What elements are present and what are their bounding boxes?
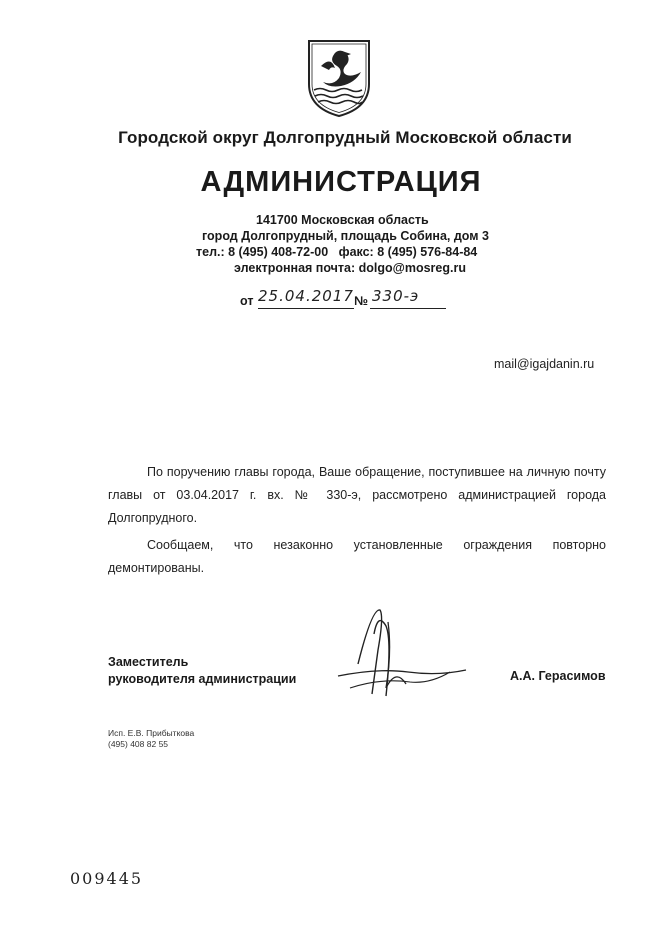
executor-name: Исп. Е.В. Прибыткова bbox=[108, 728, 195, 738]
recipient-email: mail@igajdanin.ru bbox=[494, 357, 595, 371]
date-underline bbox=[258, 308, 354, 309]
document-serial-number: 009445 bbox=[70, 869, 144, 888]
handwritten-signature bbox=[330, 604, 470, 704]
date-prefix: от bbox=[240, 294, 254, 308]
swan-coat-of-arms-icon bbox=[305, 38, 373, 118]
number-prefix: № bbox=[354, 294, 368, 308]
outgoing-date-number bbox=[240, 288, 500, 312]
signer-name: А.А. Герасимов bbox=[510, 669, 606, 683]
handwritten-number: 330-э bbox=[372, 287, 420, 305]
email-address: электронная почта: dolgo@mosreg.ru bbox=[234, 261, 466, 275]
letterhead-address bbox=[196, 212, 496, 276]
signer-title-line-2: руководителя администрации bbox=[108, 672, 297, 686]
phone-fax-line bbox=[196, 244, 496, 260]
body-paragraph-2: Сообщаем, что незаконно установленные ограждения повторно демонтированы. bbox=[108, 538, 606, 575]
executor-phone: (495) 408 82 55 bbox=[108, 739, 169, 749]
signer-title-line-1: Заместитель bbox=[108, 655, 189, 669]
letter-body bbox=[108, 461, 606, 580]
phone-number: тел.: 8 (495) 408-72-00 bbox=[196, 245, 329, 259]
signer-title bbox=[108, 654, 296, 688]
handwritten-date: 25.04.2017 bbox=[258, 287, 354, 305]
address-line-2: город Долгопрудный, площадь Собина, дом 3 bbox=[202, 229, 489, 243]
letterhead-title: АДМИНИСТРАЦИЯ bbox=[200, 166, 482, 198]
body-paragraph-1: По поручению главы города, Ваше обращение, поступившее на личную почту главы от 03.04.2017 г. вх. № 330-э, рассмотрено администрацией города Долгопрудного. bbox=[108, 465, 606, 525]
fax-number: факс: 8 (495) 576-84-84 bbox=[338, 245, 478, 259]
number-underline bbox=[370, 308, 446, 309]
executor-info bbox=[108, 728, 194, 750]
org-name: Городской округ Долгопрудный Московской области bbox=[118, 128, 572, 147]
address-line-1: 141700 Московская область bbox=[256, 213, 429, 227]
